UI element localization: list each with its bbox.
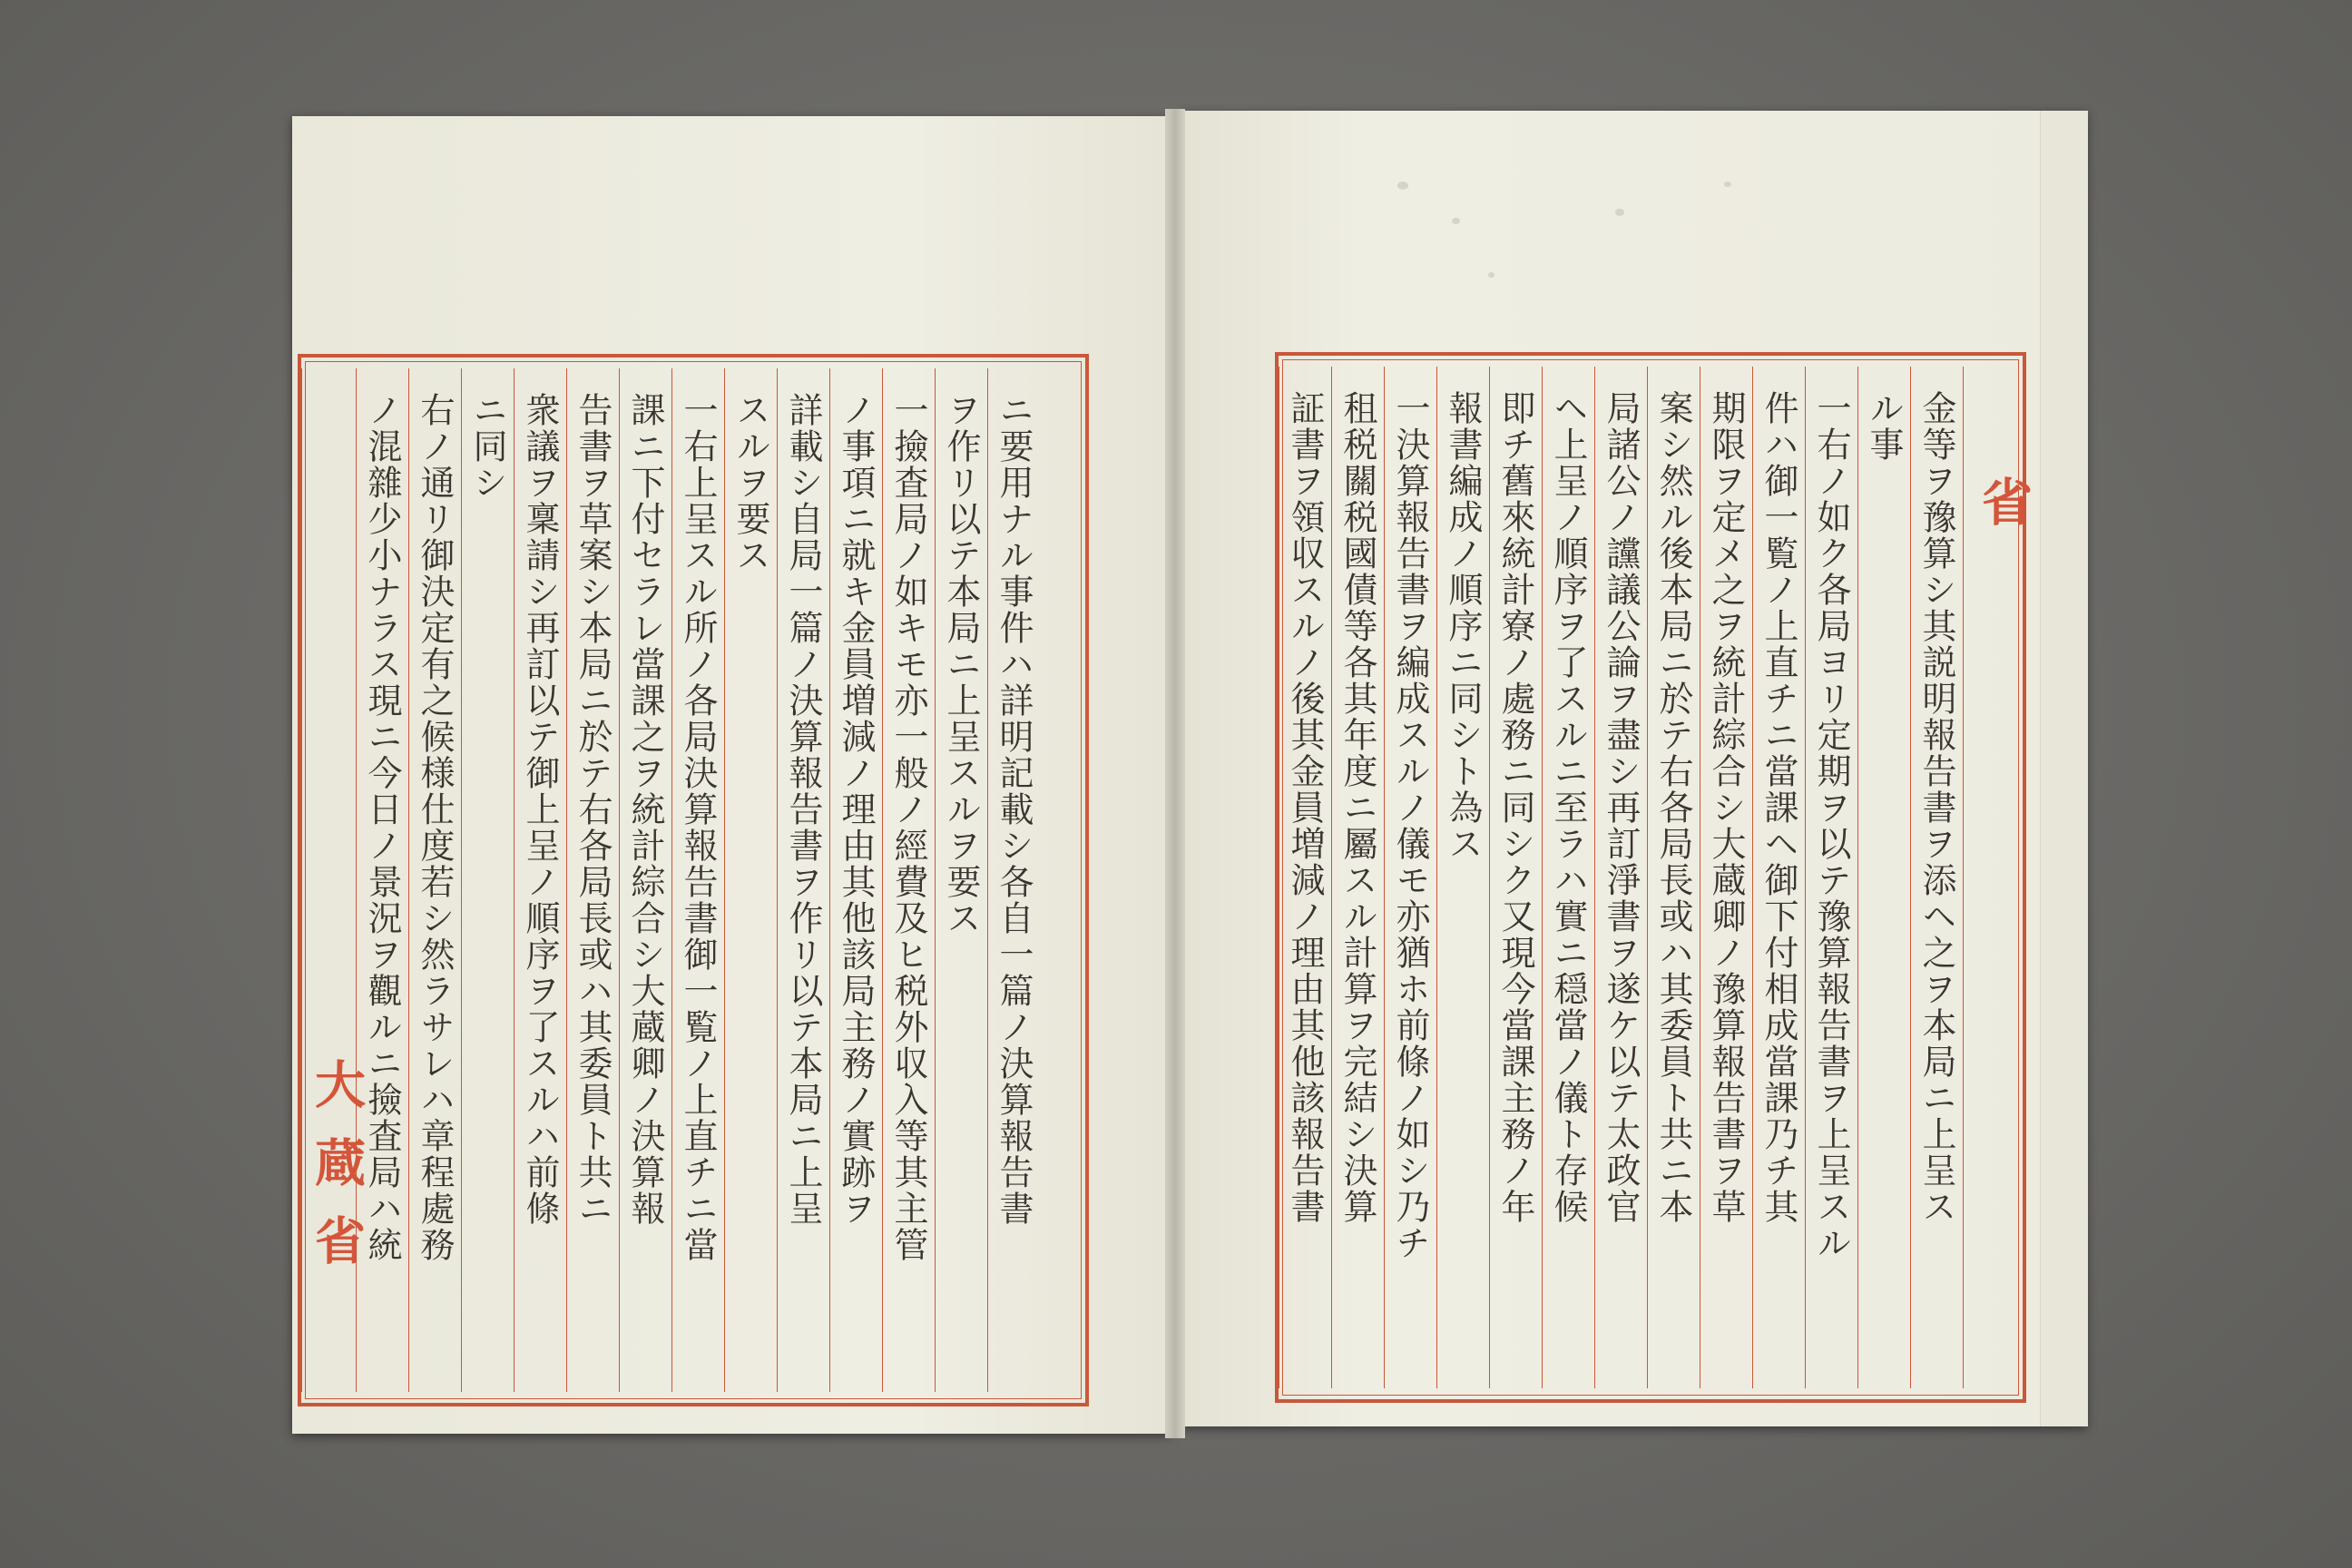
text-column: ニ要用ナル事件ハ詳明記載シ各自一篇ノ決算報告書: [987, 368, 1040, 1392]
book-gutter: [1165, 109, 1185, 1438]
text-column: 一撿査局ノ如キモ亦一般ノ經費及ヒ税外収入等其主管: [882, 368, 935, 1392]
text-column: ル事: [1857, 367, 1910, 1388]
text-column: 期限ヲ定メ之ヲ統計綜合シ大蔵卿ノ豫算報告書ヲ草: [1700, 367, 1752, 1388]
text-column: 報書編成ノ順序ニ同シト為ス: [1436, 367, 1489, 1388]
text-column: 租税關税國債等各其年度ニ屬スル計算ヲ完結シ決算: [1331, 367, 1384, 1388]
text-column: 一決算報告書ヲ編成スルノ儀モ亦猶ホ前條ノ如シ乃チ: [1384, 367, 1436, 1388]
text-column: 一右ノ如ク各局ヨリ定期ヲ以テ豫算報告書ヲ上呈スル: [1805, 367, 1857, 1388]
text-column: 詳載シ自局一篇ノ決算報告書ヲ作リ以テ本局ニ上呈: [777, 368, 829, 1392]
stain-spot: [1452, 218, 1460, 224]
text-column: 告書ヲ草案シ本局ニ於テ右各局長或ハ其委員ト共ニ: [566, 368, 619, 1392]
stain-spot: [1724, 181, 1731, 187]
text-column: 即チ舊來統計寮ノ處務ニ同シク又現今當課主務ノ年: [1489, 367, 1542, 1388]
text-column: 一右上呈スル所ノ各局決算報告書御一覧ノ上直チニ當: [671, 368, 724, 1392]
text-column: 右ノ通リ御決定有之候様仕度若シ然ラサレハ章程處務: [408, 368, 461, 1392]
ministry-seal: 大蔵省: [307, 1058, 367, 1292]
stain-spot: [1397, 181, 1408, 190]
left-page-frame: [298, 354, 1089, 1406]
page-edge: [2040, 111, 2088, 1426]
text-column: ニ同シ: [461, 368, 514, 1392]
text-column: スルヲ要ス: [724, 368, 777, 1392]
stamp-column: [1963, 367, 2034, 1388]
stamp-column: [301, 368, 367, 1392]
text-column: 局諸公ノ讜議公論ヲ盡シ再訂淨書ヲ遂ケ以テ太政官: [1594, 367, 1647, 1388]
text-column: 証書ヲ領収スルノ後其金員増減ノ理由其他該報告書: [1279, 367, 1331, 1388]
stain-spot: [1615, 209, 1624, 216]
text-column: ヘ上呈ノ順序ヲ了スルニ至ラハ實ニ穏當ノ儀ト存候: [1542, 367, 1594, 1388]
text-column: 課ニ下付セラレ當課之ヲ統計綜合シ大蔵卿ノ決算報: [619, 368, 671, 1392]
text-column: ノ混雜少小ナラス現ニ今日ノ景況ヲ觀ルニ撿査局ハ統: [356, 368, 408, 1392]
text-column: 件ハ御一覧ノ上直チニ當課ヘ御下付相成當課乃チ其: [1752, 367, 1805, 1388]
text-column: 衆議ヲ稟請シ再訂以テ御上呈ノ順序ヲ了スルハ前條: [514, 368, 566, 1392]
text-column: ヲ作リ以テ本局ニ上呈スルヲ要ス: [935, 368, 987, 1392]
ministry-seal-fragment: 省: [1974, 475, 2034, 526]
right-page-frame: [1275, 352, 2034, 1403]
text-column: ノ事項ニ就キ金員増減ノ理由其他該局主務ノ實跡ヲ: [829, 368, 882, 1392]
stain-spot: [1488, 272, 1494, 278]
text-column: 金等ヲ豫算シ其説明報告書ヲ添ヘ之ヲ本局ニ上呈ス: [1910, 367, 1963, 1388]
text-column: 案シ然ル後本局ニ於テ右各局長或ハ其委員ト共ニ本: [1647, 367, 1700, 1388]
